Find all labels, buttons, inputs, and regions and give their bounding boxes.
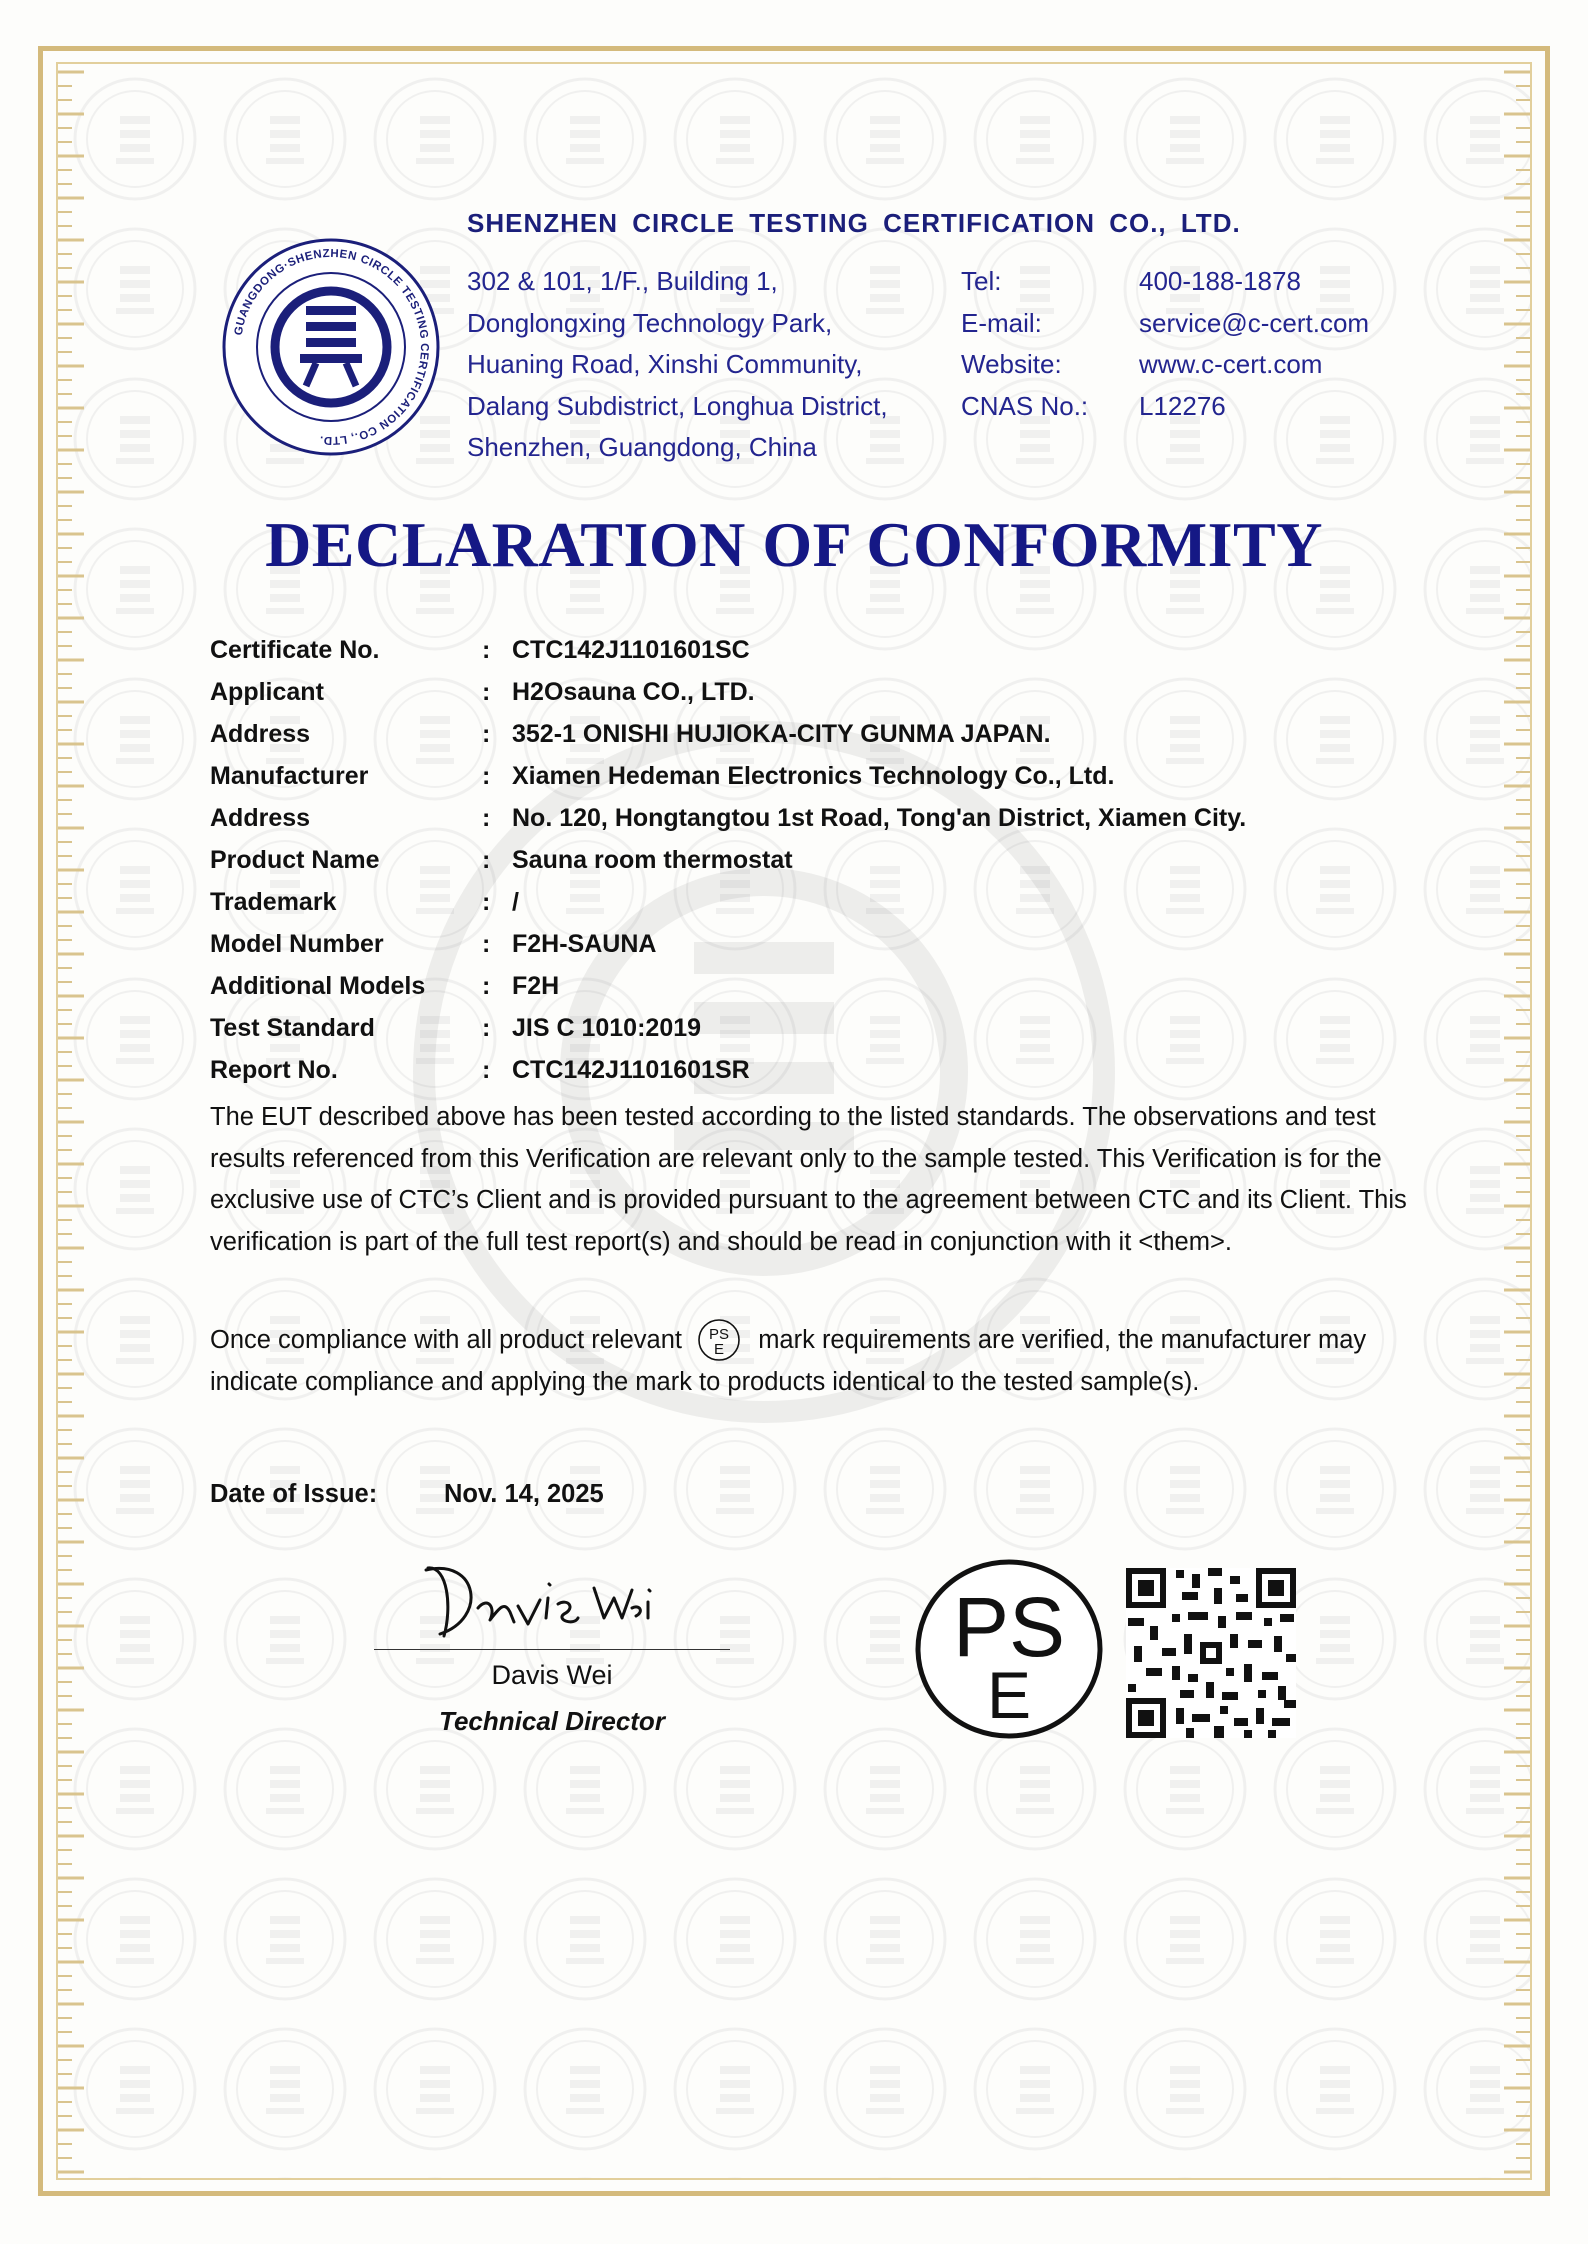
address-line: Dalang Subdistrict, Longhua District, [467,390,888,421]
field-row [210,881,1460,923]
field-value: Xiamen Hedeman Electronics Technology Co., Ltd. [512,761,1115,790]
contact-cnas [961,386,1369,428]
field-value: CTC142J1101601SC [512,635,750,664]
field-colon: : [482,845,491,874]
contact-website [961,344,1369,386]
field-value: H2Osauna CO., LTD. [512,677,755,706]
field-label: Report No. [210,1055,338,1084]
contact-tel [961,261,1369,303]
field-label: Model Number [210,929,384,958]
company-seal-logo [220,236,442,458]
contact-value: www.c-cert.com [1139,349,1323,379]
seal-ring-text: GUANGDONG·SHENZHEN CIRCLE TESTING CERTIFICATION CO., LTD. [232,247,431,447]
field-colon: : [482,971,491,1000]
qr-code[interactable] [1126,1568,1296,1738]
field-row [210,797,1460,839]
signatory-title: Technical Director [439,1706,665,1736]
pse-mark-bottom-text: E [986,1658,1032,1732]
handwritten-signature [418,1548,658,1648]
signature-line [374,1649,730,1650]
field-label: Address [210,803,311,832]
field-label: Address [210,719,311,748]
field-colon: : [482,929,491,958]
company-name: SHENZHEN CIRCLE TESTING CERTIFICATION CO., LTD. [467,208,1241,238]
field-label: Additional Models [210,971,426,1000]
field-label: Applicant [210,677,324,706]
field-value: F2H [512,971,560,1000]
date-value: Nov. 14, 2025 [444,1480,604,1508]
field-row [210,671,1460,713]
certificate-fields [210,629,1460,1091]
contact-label: Tel: [961,266,1002,296]
pse-mark-icon [697,1318,741,1362]
field-label: Certificate No. [210,635,380,664]
field-row [210,1007,1460,1049]
date-of-issue [210,1480,604,1509]
field-colon: : [482,1013,491,1042]
signatory-name: Davis Wei [491,1660,613,1690]
company-address [467,261,888,469]
field-value: F2H-SAUNA [512,929,657,958]
field-value: CTC142J1101601SR [512,1055,750,1084]
field-label: Test Standard [210,1013,375,1042]
compliance-text-after: mark requirements are verified, the manufacturer may indicate compliance and applying the mark to products identical to the tested sample(s). [210,1326,1367,1396]
field-row [210,1049,1460,1091]
document-title: DECLARATION OF CONFORMITY [265,509,1323,580]
pse-mark-top-text: PS [952,1580,1066,1674]
field-colon: : [482,1055,491,1084]
statement-paragraph: The EUT described above has been tested according to the listed standards. The observations and test results referenced from this Verification are relevant only to the sample tested. This Verification is for the exclusive use of CTC’s Client and is provided pursuant to the agreement between CTC and its Client. This verification is part of the full test report(s) and should be read in conjunction with it <them>. [210,1103,1407,1256]
pse-mark-logo [914,1558,1104,1740]
field-row [210,713,1460,755]
field-row [210,755,1460,797]
contact-label: Website: [961,349,1062,379]
svg-text:E: E [714,1341,725,1358]
field-label: Product Name [210,845,380,874]
address-line: 302 & 101, 1/F., Building 1, [467,266,778,296]
contact-email [961,303,1369,345]
field-value: JIS C 1010:2019 [512,1013,702,1042]
field-value: No. 120, Hongtangtou 1st Road, Tong'an District, Xiamen City. [512,803,1247,832]
field-row [210,629,1460,671]
contact-value: 400-188-1878 [1139,266,1301,296]
contact-label: E-mail: [961,307,1042,338]
compliance-text-before: Once compliance with all product relevant [210,1326,682,1354]
company-contacts [961,261,1369,427]
field-row [210,839,1460,881]
field-row [210,965,1460,1007]
field-value: 352-1 ONISHI HUJIOKA-CITY GUNMA JAPAN. [512,719,1051,748]
field-colon: : [482,761,491,790]
right-tick-border [1502,66,1530,2176]
svg-text:PS: PS [709,1326,730,1343]
field-label: Trademark [210,887,337,916]
field-colon: : [482,803,491,832]
field-row [210,923,1460,965]
field-colon: : [482,719,491,748]
field-colon: : [482,635,491,664]
contact-value: service@c-cert.com [1139,307,1370,338]
field-colon: : [482,887,491,916]
contact-value: L12276 [1139,390,1226,421]
left-tick-border [58,66,86,2176]
field-value: / [512,887,519,916]
field-label: Manufacturer [210,761,369,790]
field-value: Sauna room thermostat [512,845,793,874]
date-label: Date of Issue: [210,1480,378,1508]
compliance-paragraph [210,1318,1460,1404]
field-colon: : [482,677,491,706]
address-line: Huaning Road, Xinshi Community, [467,349,863,379]
address-line: Shenzhen, Guangdong, China [467,432,817,462]
address-line: Donglongxing Technology Park, [467,307,833,338]
contact-label: CNAS No.: [961,390,1089,421]
